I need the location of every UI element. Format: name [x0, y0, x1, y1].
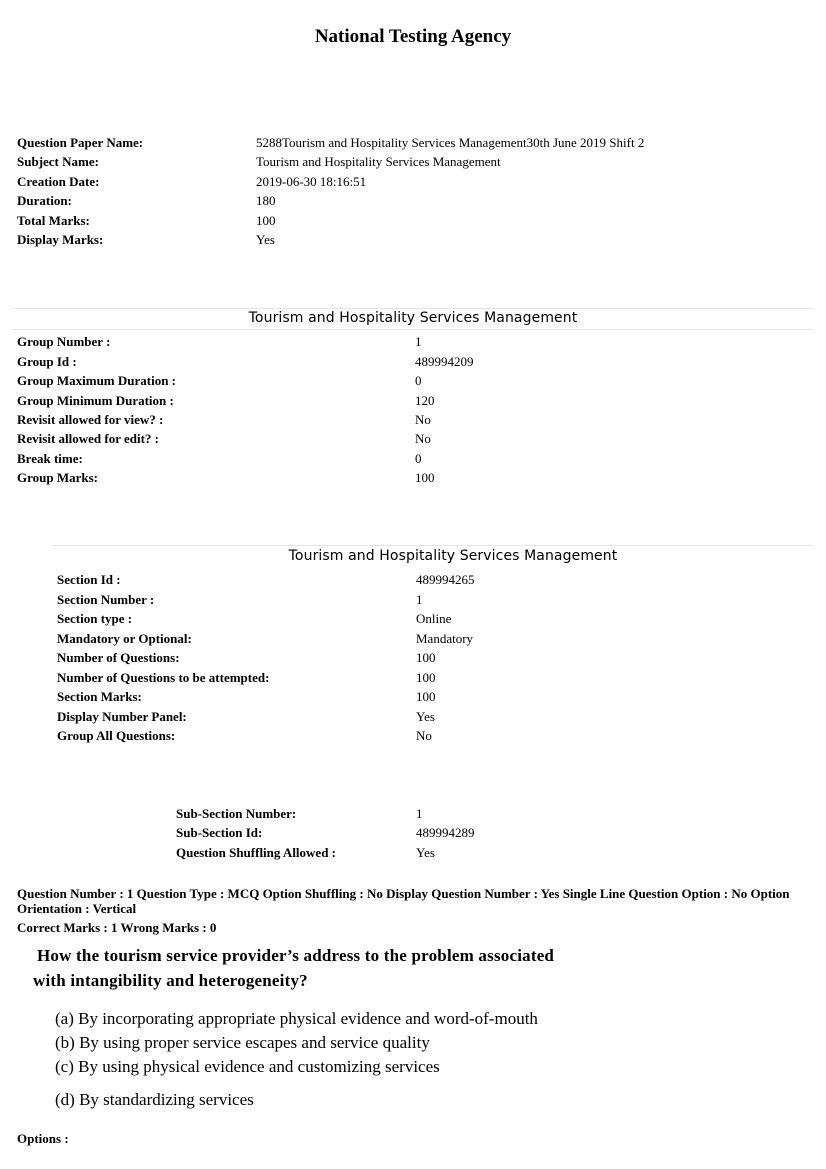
- section-info-label: Group All Questions:: [57, 728, 176, 743]
- group-info-label: Group Id :: [17, 354, 77, 369]
- paper-info-row: [17, 154, 807, 173]
- question-meta: Question Number : 1 Question Type : MCQ Option Shuffling : No Display Question Number : Yes Single Line Question Option : No Option Orientation : Vertical: [17, 886, 790, 916]
- group-info-value: 1: [415, 334, 422, 349]
- option-c: (c) By using physical evidence and customizing services: [55, 1057, 440, 1076]
- section-info-row: [57, 728, 807, 747]
- section-info-row: [57, 689, 807, 708]
- section-info-label: Number of Questions to be attempted:: [57, 670, 270, 685]
- option-b: (b) By using proper service escapes and service quality: [55, 1033, 430, 1052]
- paper-info-label: Display Marks:: [17, 232, 104, 247]
- group-info-value: 489994209: [415, 354, 474, 369]
- group-info-row: [17, 431, 807, 450]
- group-info-label: Group Minimum Duration :: [17, 393, 174, 408]
- group-info-value: 0: [415, 451, 422, 466]
- subsection-info-label: Sub-Section Id:: [176, 825, 263, 840]
- paper-info-value: 180: [256, 193, 276, 208]
- subsection-info-value: Yes: [416, 845, 435, 860]
- section-info-value: 489994265: [416, 572, 475, 587]
- subsection-info-row: [176, 825, 806, 844]
- section-info-value: Online: [416, 611, 452, 626]
- section-info-label: Section type :: [57, 611, 133, 626]
- section-info-row: [57, 709, 807, 728]
- group-info-value: No: [415, 431, 431, 446]
- group-info-value: No: [415, 412, 431, 427]
- section-info-label: Section Id :: [57, 572, 121, 587]
- paper-info-value: 2019-06-30 18:16:51: [256, 174, 367, 189]
- group-info-label: Group Number :: [17, 334, 111, 349]
- section-banner: Tourism and Hospitality Services Management: [288, 548, 618, 564]
- paper-info-label: Subject Name:: [17, 154, 99, 169]
- section-info-row: [57, 611, 807, 630]
- section-info-row: [57, 631, 807, 650]
- paper-info-value: 100: [256, 213, 276, 228]
- subsection-info-value: 489994289: [416, 825, 475, 840]
- page-title: National Testing Agency: [314, 26, 512, 47]
- paper-info-value: Tourism and Hospitality Services Management: [256, 154, 501, 169]
- section-info-value: Mandatory: [416, 631, 474, 646]
- paper-info-label: Duration:: [17, 193, 72, 208]
- section-info-label: Mandatory or Optional:: [57, 631, 192, 646]
- subsection-info-row: [176, 806, 806, 825]
- section-banner-border: [53, 545, 813, 546]
- section-info-value: 100: [416, 650, 436, 665]
- section-info-value: 100: [416, 689, 436, 704]
- group-info-row: [17, 393, 807, 412]
- paper-info-row: [17, 174, 807, 193]
- paper-info-row: [17, 232, 807, 251]
- subsection-info-value: 1: [416, 806, 423, 821]
- option-a: (a) By incorporating appropriate physical evidence and word-of-mouth: [55, 1009, 538, 1028]
- section-info-row: [57, 650, 807, 669]
- group-info-label: Revisit allowed for edit? :: [17, 431, 160, 446]
- paper-info-row: [17, 213, 807, 232]
- group-info-label: Group Marks:: [17, 470, 99, 485]
- paper-info-value: Yes: [256, 232, 275, 247]
- section-info-row: [57, 670, 807, 689]
- group-info-label: Group Maximum Duration :: [17, 373, 177, 388]
- group-info-label: Revisit allowed for view? :: [17, 412, 164, 427]
- group-info-value: 100: [415, 470, 435, 485]
- paper-info-label: Total Marks:: [17, 213, 90, 228]
- question-text-line-1: How the tourism service provider’s address to the problem associated: [37, 946, 555, 965]
- group-info-row: [17, 354, 807, 373]
- paper-info-row: [17, 193, 807, 212]
- paper-info-label: Creation Date:: [17, 174, 100, 189]
- group-info-label: Break time:: [17, 451, 83, 466]
- section-info-row: [57, 572, 807, 591]
- section-info-row: [57, 592, 807, 611]
- group-info-row: [17, 334, 807, 353]
- section-info-value: 100: [416, 670, 436, 685]
- group-banner-border: [13, 308, 813, 309]
- section-info-label: Section Marks:: [57, 689, 142, 704]
- question-text-line-2: with intangibility and heterogeneity?: [33, 971, 308, 990]
- paper-info-value: 5288Tourism and Hospitality Services Management30th June 2019 Shift 2: [256, 135, 645, 150]
- group-info-row: [17, 470, 807, 489]
- group-info-row: [17, 373, 807, 392]
- group-info-value: 0: [415, 373, 422, 388]
- group-info-value: 120: [415, 393, 435, 408]
- section-info-label: Number of Questions:: [57, 650, 180, 665]
- section-info-label: Section Number :: [57, 592, 155, 607]
- group-info-row: [17, 451, 807, 470]
- section-info-value: 1: [416, 592, 423, 607]
- options-label: Options :: [17, 1131, 69, 1146]
- subsection-info-label: Question Shuffling Allowed :: [176, 845, 337, 860]
- section-info-value: Yes: [416, 709, 435, 724]
- question-marks: Correct Marks : 1 Wrong Marks : 0: [17, 920, 217, 935]
- section-info-label: Display Number Panel:: [57, 709, 187, 724]
- group-info-row: [17, 412, 807, 431]
- paper-info-label: Question Paper Name:: [17, 135, 144, 150]
- group-banner-border: [13, 329, 813, 330]
- paper-info-row: [17, 135, 807, 154]
- subsection-info-label: Sub-Section Number:: [176, 806, 297, 821]
- group-banner: Tourism and Hospitality Services Management: [248, 310, 578, 326]
- option-d: (d) By standardizing services: [55, 1090, 254, 1109]
- subsection-info-row: [176, 845, 806, 864]
- section-info-value: No: [416, 728, 432, 743]
